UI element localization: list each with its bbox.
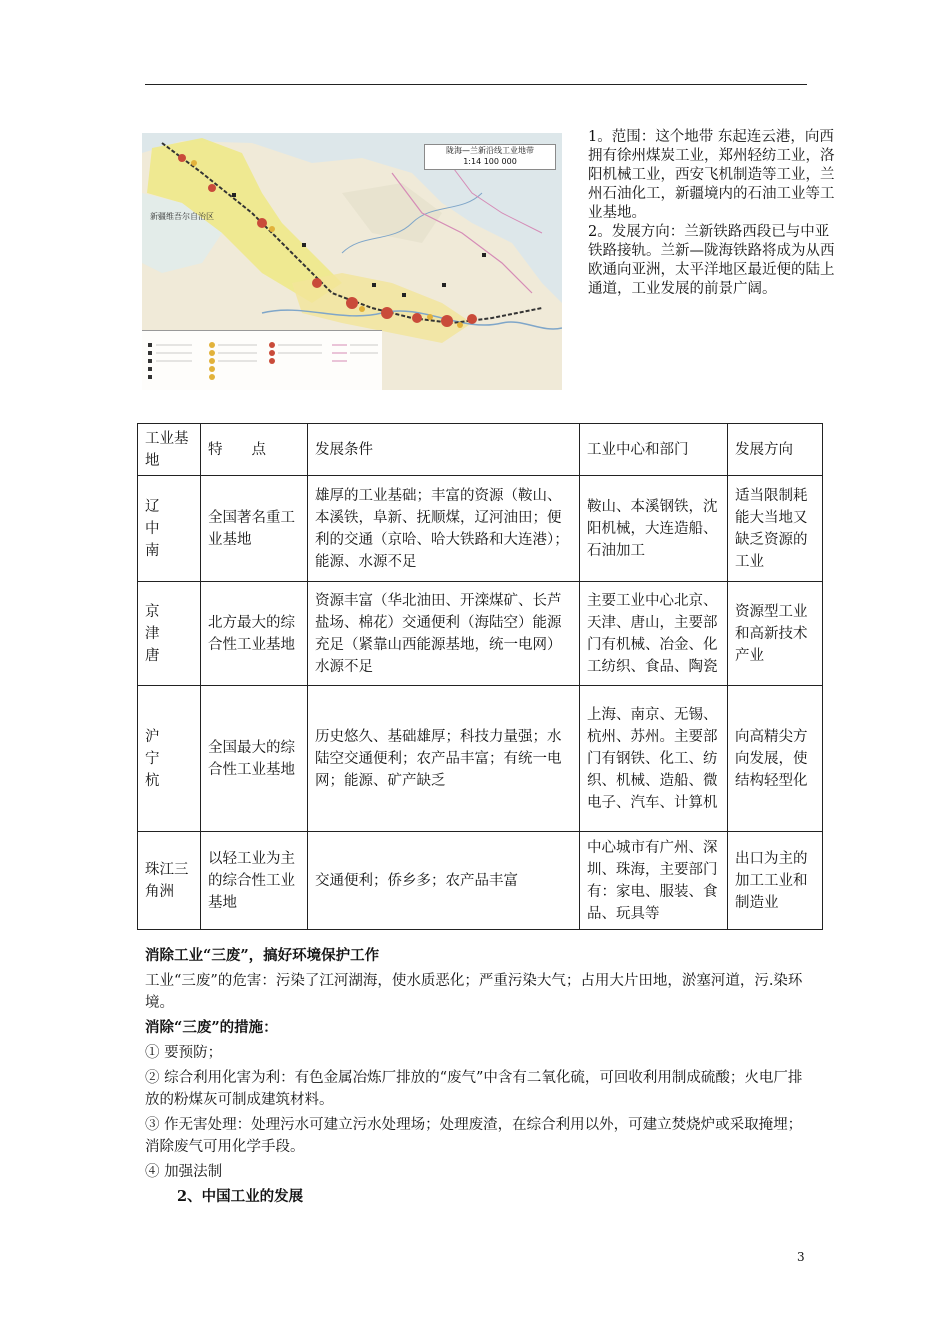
map-region-label: 新疆维吾尔自治区 — [150, 212, 214, 221]
cell-conditions: 雄厚的工业基础；丰富的资源（鞍山、本溪铁，阜新、抚顺煤，辽河油田；便利的交通（京哈、哈大铁路和大连港）；能源、水源不足 — [308, 476, 580, 582]
cell-feature: 全国著名重工业基地 — [201, 476, 308, 582]
cell-conditions: 资源丰富（华北油田、开滦煤矿、长芦盐场、棉花）交通便利（海陆空）能源充足（紧靠山西能源基地，统一电网）水源不足 — [308, 582, 580, 686]
map-title-box — [424, 144, 556, 170]
cell-centers: 主要工业中心北京、天津、唐山，主要部门有机械、冶金、化工纺织、食品、陶瓷 — [580, 582, 728, 686]
measure-3: ③ 作无害处理：处理污水可建立污水处理场；处理废渣，在综合利用以外，可建立焚烧炉或采取掩埋；消除废气可用化学手段。 — [145, 1117, 803, 1155]
cell-feature: 以轻工业为主的综合性工业基地 — [201, 832, 308, 930]
measure-4: ④ 加强法制 — [145, 1164, 223, 1180]
cell-centers: 鞍山、本溪钢铁，沈阳机械，大连造船、石油加工 — [580, 476, 728, 582]
cell-base: 辽 中 南 — [138, 476, 201, 582]
cell-feature: 北方最大的综合性工业基地 — [201, 582, 308, 686]
heading-industry-development: 2、中国工业的发展 — [177, 1188, 304, 1205]
cell-direction: 向高精尖方向发展，使结构轻型化 — [728, 686, 823, 832]
header-centers: 工业中心和部门 — [580, 424, 728, 476]
cell-conditions: 历史悠久、基础雄厚；科技力量强；水陆空交通便利；农产品丰富；有统一电网；能源、矿产缺乏 — [308, 686, 580, 832]
map-legend — [142, 330, 382, 390]
map-notes — [588, 128, 838, 299]
header-base: 工业基地 — [138, 424, 201, 476]
cell-centers: 上海、南京、无锡、杭州、苏州。主要部门有钢铁、化工、纺织、机械、造船、微电子、汽车、计算机 — [580, 686, 728, 832]
cell-conditions: 交通便利；侨乡多；农产品丰富 — [308, 832, 580, 930]
note-scope: 1。范围：这个地带 东起连云港，向西拥有徐州煤炭工业，郑州轻纺工业，洛阳机械工业，西安飞机制造等工业，兰州石油化工，新疆境内的石油工业等工业基地。 — [588, 129, 835, 221]
cell-base: 沪 宁 杭 — [138, 686, 201, 832]
table-row — [138, 582, 823, 686]
legend-symbols — [142, 331, 382, 390]
cell-direction: 出口为主的加工工业和制造业 — [728, 832, 823, 930]
industrial-belt-map — [142, 133, 562, 390]
pollution-section — [145, 945, 815, 1208]
cell-direction: 资源型工业和高新技术产业 — [728, 582, 823, 686]
map-title: 陇海—兰新沿线工业地带 — [446, 146, 534, 155]
header-conditions: 发展条件 — [308, 424, 580, 476]
heading-measures: 消除“三废”的措施： — [145, 1019, 278, 1036]
header-rule — [145, 84, 807, 85]
table-row — [138, 686, 823, 832]
map-scale: 1:14 100 000 — [463, 157, 517, 166]
heading-three-wastes: 消除工业“三废”，搞好环境保护工作 — [145, 947, 380, 964]
header-direction: 发展方向 — [728, 424, 823, 476]
cell-base: 珠江三角洲 — [138, 832, 201, 930]
cell-base: 京 津 唐 — [138, 582, 201, 686]
note-direction: 2。发展方向：兰新铁路西段已与中亚铁路接轨。兰新—陇海铁路将成为从西欧通向亚洲，太平洋地区最近便的陆上通道，工业发展的前景广阔。 — [588, 224, 835, 297]
harm-paragraph: 工业“三废”的危害：污染了江河湖海，使水质恶化；严重污染大气；占用大片田地，淤塞河道，污.染环境。 — [145, 973, 803, 1011]
measure-1: ① 要预防； — [145, 1045, 223, 1061]
table-row — [138, 832, 823, 930]
cell-direction: 适当限制耗能大当地又缺乏资源的工业 — [728, 476, 823, 582]
page-number: 3 — [797, 1250, 805, 1264]
table-row — [138, 476, 823, 582]
measure-2: ② 综合利用化害为利：有色金属冶炼厂排放的“废气”中含有二氧化硫，可回收利用制成硫酸；火电厂排放的粉煤灰可制成建筑材料。 — [145, 1070, 803, 1108]
cell-feature: 全国最大的综合性工业基地 — [201, 686, 308, 832]
table-header-row — [138, 424, 823, 476]
cell-centers: 中心城市有广州、深圳、珠海，主要部门有：家电、服装、食品、玩具等 — [580, 832, 728, 930]
industrial-base-table — [137, 423, 823, 930]
header-feature: 特 点 — [201, 424, 308, 476]
